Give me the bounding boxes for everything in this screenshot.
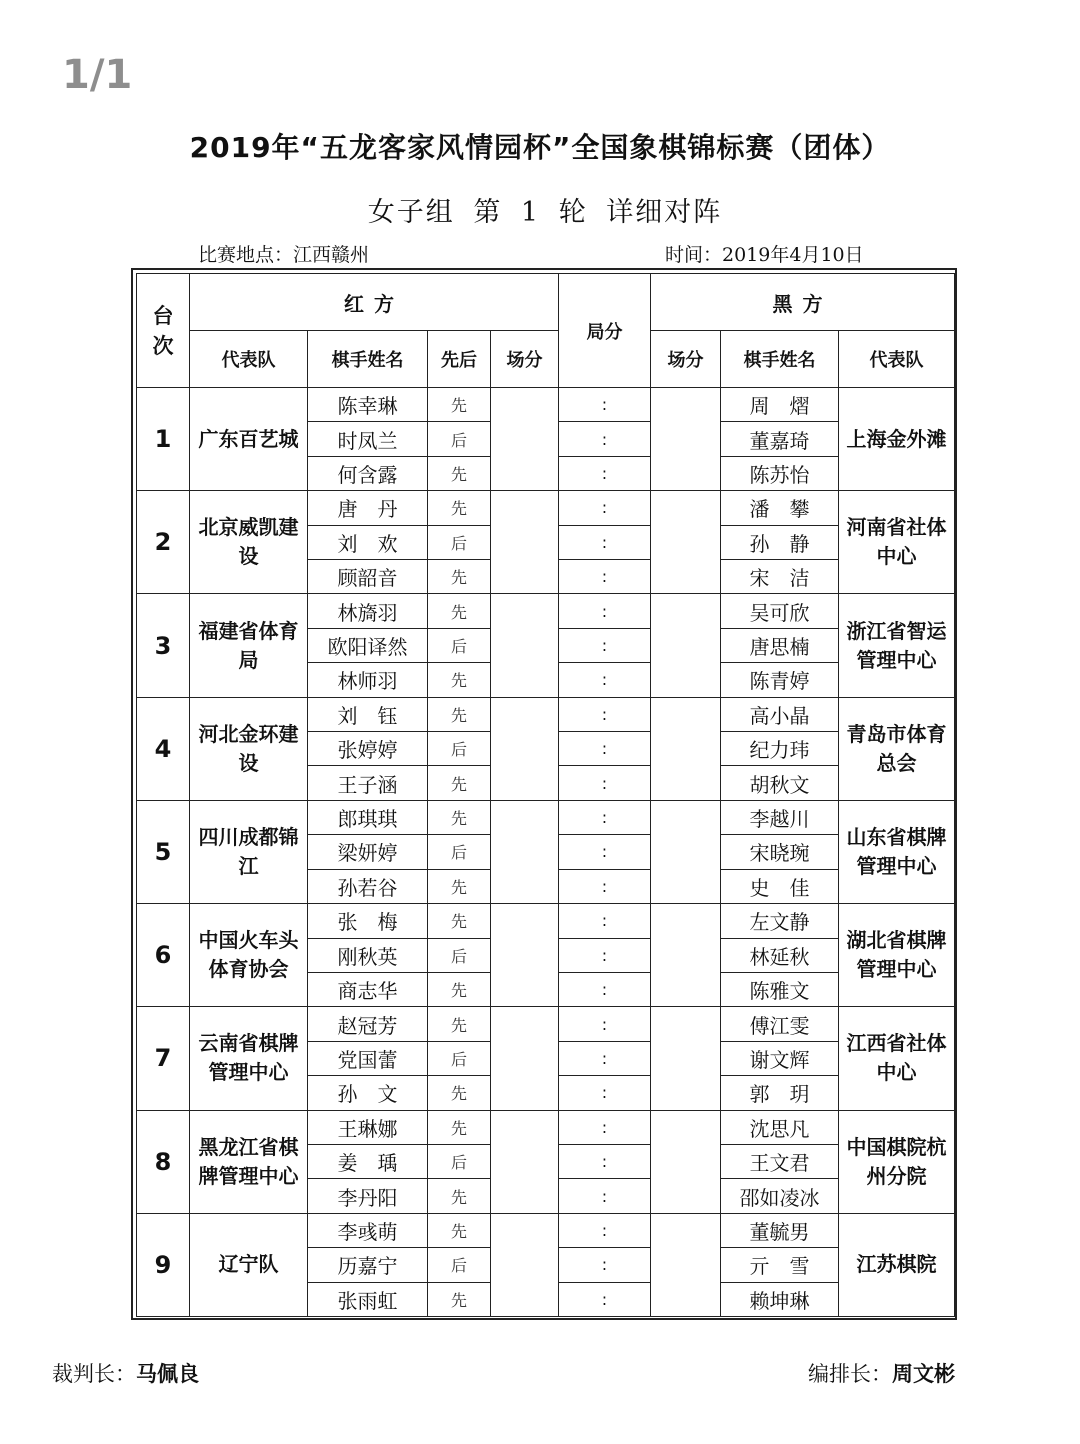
black-player: 沈思凡 <box>721 1110 839 1144</box>
red-player: 张雨虹 <box>308 1282 428 1316</box>
game-score: : <box>559 594 651 628</box>
black-player: 潘 攀 <box>721 491 839 525</box>
red-match-score <box>491 800 559 903</box>
black-team: 河南省社体中心 <box>839 491 955 594</box>
red-side-header: 红方 <box>190 274 559 331</box>
red-team: 河北金环建设 <box>190 697 308 800</box>
black-player: 左文静 <box>721 904 839 938</box>
board-number: 5 <box>137 800 190 903</box>
board-number: 4 <box>137 697 190 800</box>
game-score: : <box>559 456 651 490</box>
black-match-score <box>651 594 721 697</box>
game-score: : <box>559 388 651 422</box>
board-number: 2 <box>137 491 190 594</box>
game-score: : <box>559 1213 651 1247</box>
move-order: 先 <box>428 663 491 697</box>
arbiter <box>808 1358 955 1388</box>
red-player: 孙 文 <box>308 1076 428 1110</box>
red-player: 林旖羽 <box>308 594 428 628</box>
black-player: 亓 雪 <box>721 1248 839 1282</box>
black-player: 李越川 <box>721 800 839 834</box>
round-number: 1 <box>520 197 541 228</box>
chief-referee-name: 马佩良 <box>136 1361 199 1386</box>
black-match-score <box>651 491 721 594</box>
venue <box>198 240 369 267</box>
red-match-score <box>491 388 559 491</box>
red-player: 李丹阳 <box>308 1179 428 1213</box>
black-team: 上海金外滩 <box>839 388 955 491</box>
black-match-score <box>651 904 721 1007</box>
red-team: 北京威凯建设 <box>190 491 308 594</box>
move-order: 先 <box>428 1179 491 1213</box>
black-match-score <box>651 800 721 903</box>
black-player: 陈青婷 <box>721 663 839 697</box>
red-match-score <box>491 1110 559 1213</box>
black-player: 陈苏怡 <box>721 456 839 490</box>
red-player: 商志华 <box>308 972 428 1006</box>
game-score: : <box>559 869 651 903</box>
game-score: : <box>559 972 651 1006</box>
game-score: : <box>559 697 651 731</box>
black-team: 中国棋院杭州分院 <box>839 1110 955 1213</box>
game-score: : <box>559 525 651 559</box>
move-order: 先 <box>428 491 491 525</box>
game-score-header: 局分 <box>559 274 651 388</box>
date-value: 2019年4月10日 <box>722 244 864 266</box>
black-match-score-header: 场分 <box>651 331 721 388</box>
black-team: 湖北省棋牌管理中心 <box>839 904 955 1007</box>
move-order: 先 <box>428 697 491 731</box>
red-player: 姜 瑀 <box>308 1144 428 1178</box>
black-player: 史 佳 <box>721 869 839 903</box>
game-score: : <box>559 628 651 662</box>
game-score: : <box>559 732 651 766</box>
table-row <box>137 904 955 938</box>
pairing-table-frame <box>131 268 957 1320</box>
table-row <box>137 800 955 834</box>
red-player: 欧阳译然 <box>308 628 428 662</box>
black-player: 陈雅文 <box>721 972 839 1006</box>
red-player: 历嘉宁 <box>308 1248 428 1282</box>
black-player: 王文君 <box>721 1144 839 1178</box>
board-number: 8 <box>137 1110 190 1213</box>
red-player: 何含露 <box>308 456 428 490</box>
black-team: 山东省棋牌管理中心 <box>839 800 955 903</box>
red-player: 王琳娜 <box>308 1110 428 1144</box>
black-player: 宋 洁 <box>721 560 839 594</box>
red-player: 时凤兰 <box>308 422 428 456</box>
red-player: 赵冠芳 <box>308 1007 428 1041</box>
game-score: : <box>559 766 651 800</box>
red-match-score <box>491 491 559 594</box>
date-label: 时间： <box>665 244 723 266</box>
table-row <box>137 697 955 731</box>
red-team: 云南省棋牌管理中心 <box>190 1007 308 1110</box>
red-player: 李彧萌 <box>308 1213 428 1247</box>
move-order: 先 <box>428 1282 491 1316</box>
move-order: 先 <box>428 1007 491 1041</box>
move-order: 先 <box>428 1213 491 1247</box>
board-number: 7 <box>137 1007 190 1110</box>
red-match-score <box>491 1007 559 1110</box>
red-team: 广东百艺城 <box>190 388 308 491</box>
game-score: : <box>559 1007 651 1041</box>
game-score: : <box>559 1041 651 1075</box>
black-player: 宋晓琬 <box>721 835 839 869</box>
move-order: 先 <box>428 800 491 834</box>
move-order: 先 <box>428 456 491 490</box>
venue-label: 比赛地点： <box>198 244 294 266</box>
red-player: 王子涵 <box>308 766 428 800</box>
table-row <box>137 1213 955 1247</box>
chief-referee-label: 裁判长： <box>52 1362 136 1386</box>
round-subtitle <box>0 190 1080 229</box>
move-order: 后 <box>428 938 491 972</box>
table-row <box>137 491 955 525</box>
black-player: 周 熠 <box>721 388 839 422</box>
round-prefix: 第 <box>473 197 503 228</box>
black-match-score <box>651 1007 721 1110</box>
black-player: 孙 静 <box>721 525 839 559</box>
red-player: 林师羽 <box>308 663 428 697</box>
board-number: 6 <box>137 904 190 1007</box>
game-score: : <box>559 938 651 972</box>
red-team: 福建省体育局 <box>190 594 308 697</box>
move-order: 后 <box>428 628 491 662</box>
move-order: 先 <box>428 869 491 903</box>
page-indicator: 1/1 <box>62 52 133 98</box>
move-order: 后 <box>428 835 491 869</box>
move-order: 先 <box>428 904 491 938</box>
black-player: 纪力玮 <box>721 732 839 766</box>
move-order: 后 <box>428 422 491 456</box>
document-title: 2019年“五龙客家风情园杯”全国象棋锦标赛（团体） <box>189 131 891 164</box>
black-player-header: 棋手姓名 <box>721 331 839 388</box>
move-order: 先 <box>428 766 491 800</box>
red-team: 辽宁队 <box>190 1213 308 1316</box>
move-order: 先 <box>428 388 491 422</box>
game-score: : <box>559 491 651 525</box>
board-number: 9 <box>137 1213 190 1316</box>
arbiter-label: 编排长： <box>808 1362 892 1386</box>
black-match-score <box>651 697 721 800</box>
black-player: 郭 玥 <box>721 1076 839 1110</box>
game-score: : <box>559 663 651 697</box>
venue-value: 江西赣州 <box>293 244 370 266</box>
group-label: 女子组 <box>367 197 455 228</box>
move-order: 后 <box>428 1041 491 1075</box>
black-team: 青岛市体育总会 <box>839 697 955 800</box>
red-team-header: 代表队 <box>190 331 308 388</box>
black-player: 高小晶 <box>721 697 839 731</box>
black-side-header: 黑方 <box>651 274 955 331</box>
red-player: 张婷婷 <box>308 732 428 766</box>
game-score: : <box>559 1179 651 1213</box>
black-match-score <box>651 1110 721 1213</box>
game-score: : <box>559 1248 651 1282</box>
red-player: 张 梅 <box>308 904 428 938</box>
arbiter-name: 周文彬 <box>892 1361 955 1386</box>
pairing-table <box>136 273 955 1317</box>
table-row <box>137 388 955 422</box>
black-player: 唐思楠 <box>721 628 839 662</box>
move-order: 先 <box>428 560 491 594</box>
black-player: 林延秋 <box>721 938 839 972</box>
game-score: : <box>559 422 651 456</box>
black-player: 赖坤琳 <box>721 1282 839 1316</box>
match-body <box>137 388 955 1317</box>
move-order: 先 <box>428 594 491 628</box>
game-score: : <box>559 800 651 834</box>
red-match-score <box>491 594 559 697</box>
game-score: : <box>559 835 651 869</box>
table-row <box>137 594 955 628</box>
board-number: 3 <box>137 594 190 697</box>
red-match-score <box>491 904 559 1007</box>
date <box>665 240 864 267</box>
game-score: : <box>559 1282 651 1316</box>
black-team: 江西省社体中心 <box>839 1007 955 1110</box>
red-team: 四川成都锦江 <box>190 800 308 903</box>
move-order: 后 <box>428 732 491 766</box>
red-player: 刘 欢 <box>308 525 428 559</box>
black-player: 邵如凌冰 <box>721 1179 839 1213</box>
red-match-score <box>491 697 559 800</box>
detail-label: 详细对阵 <box>606 197 723 228</box>
red-player-header: 棋手姓名 <box>308 331 428 388</box>
red-match-score-header: 场分 <box>491 331 559 388</box>
move-order: 后 <box>428 1144 491 1178</box>
move-order: 先 <box>428 1076 491 1110</box>
order-header: 先后 <box>428 331 491 388</box>
red-team: 黑龙江省棋牌管理中心 <box>190 1110 308 1213</box>
black-team-header: 代表队 <box>839 331 955 388</box>
move-order: 后 <box>428 525 491 559</box>
table-row <box>137 1110 955 1144</box>
header-row-sides <box>137 274 955 331</box>
board-number: 1 <box>137 388 190 491</box>
black-player: 胡秋文 <box>721 766 839 800</box>
red-player: 刚秋英 <box>308 938 428 972</box>
game-score: : <box>559 1144 651 1178</box>
red-player: 郎琪琪 <box>308 800 428 834</box>
red-player: 孙若谷 <box>308 869 428 903</box>
black-match-score <box>651 388 721 491</box>
black-player: 吴可欣 <box>721 594 839 628</box>
red-player: 梁妍婷 <box>308 835 428 869</box>
black-team: 浙江省智运管理中心 <box>839 594 955 697</box>
red-player: 陈幸琳 <box>308 388 428 422</box>
black-player: 谢文辉 <box>721 1041 839 1075</box>
red-team: 中国火车头体育协会 <box>190 904 308 1007</box>
move-order: 先 <box>428 1110 491 1144</box>
black-match-score <box>651 1213 721 1316</box>
game-score: : <box>559 560 651 594</box>
red-player: 党国蕾 <box>308 1041 428 1075</box>
board-header: 台 次 <box>137 274 190 388</box>
round-suffix: 轮 <box>558 197 588 228</box>
game-score: : <box>559 1076 651 1110</box>
black-player: 董嘉琦 <box>721 422 839 456</box>
chief-referee <box>52 1358 199 1388</box>
table-row <box>137 1007 955 1041</box>
game-score: : <box>559 1110 651 1144</box>
black-player: 傅江雯 <box>721 1007 839 1041</box>
red-player: 唐 丹 <box>308 491 428 525</box>
red-player: 刘 钰 <box>308 697 428 731</box>
move-order: 先 <box>428 972 491 1006</box>
black-team: 江苏棋院 <box>839 1213 955 1316</box>
red-player: 顾韶音 <box>308 560 428 594</box>
move-order: 后 <box>428 1248 491 1282</box>
black-player: 董毓男 <box>721 1213 839 1247</box>
header-row-columns <box>137 331 955 388</box>
red-match-score <box>491 1213 559 1316</box>
game-score: : <box>559 904 651 938</box>
